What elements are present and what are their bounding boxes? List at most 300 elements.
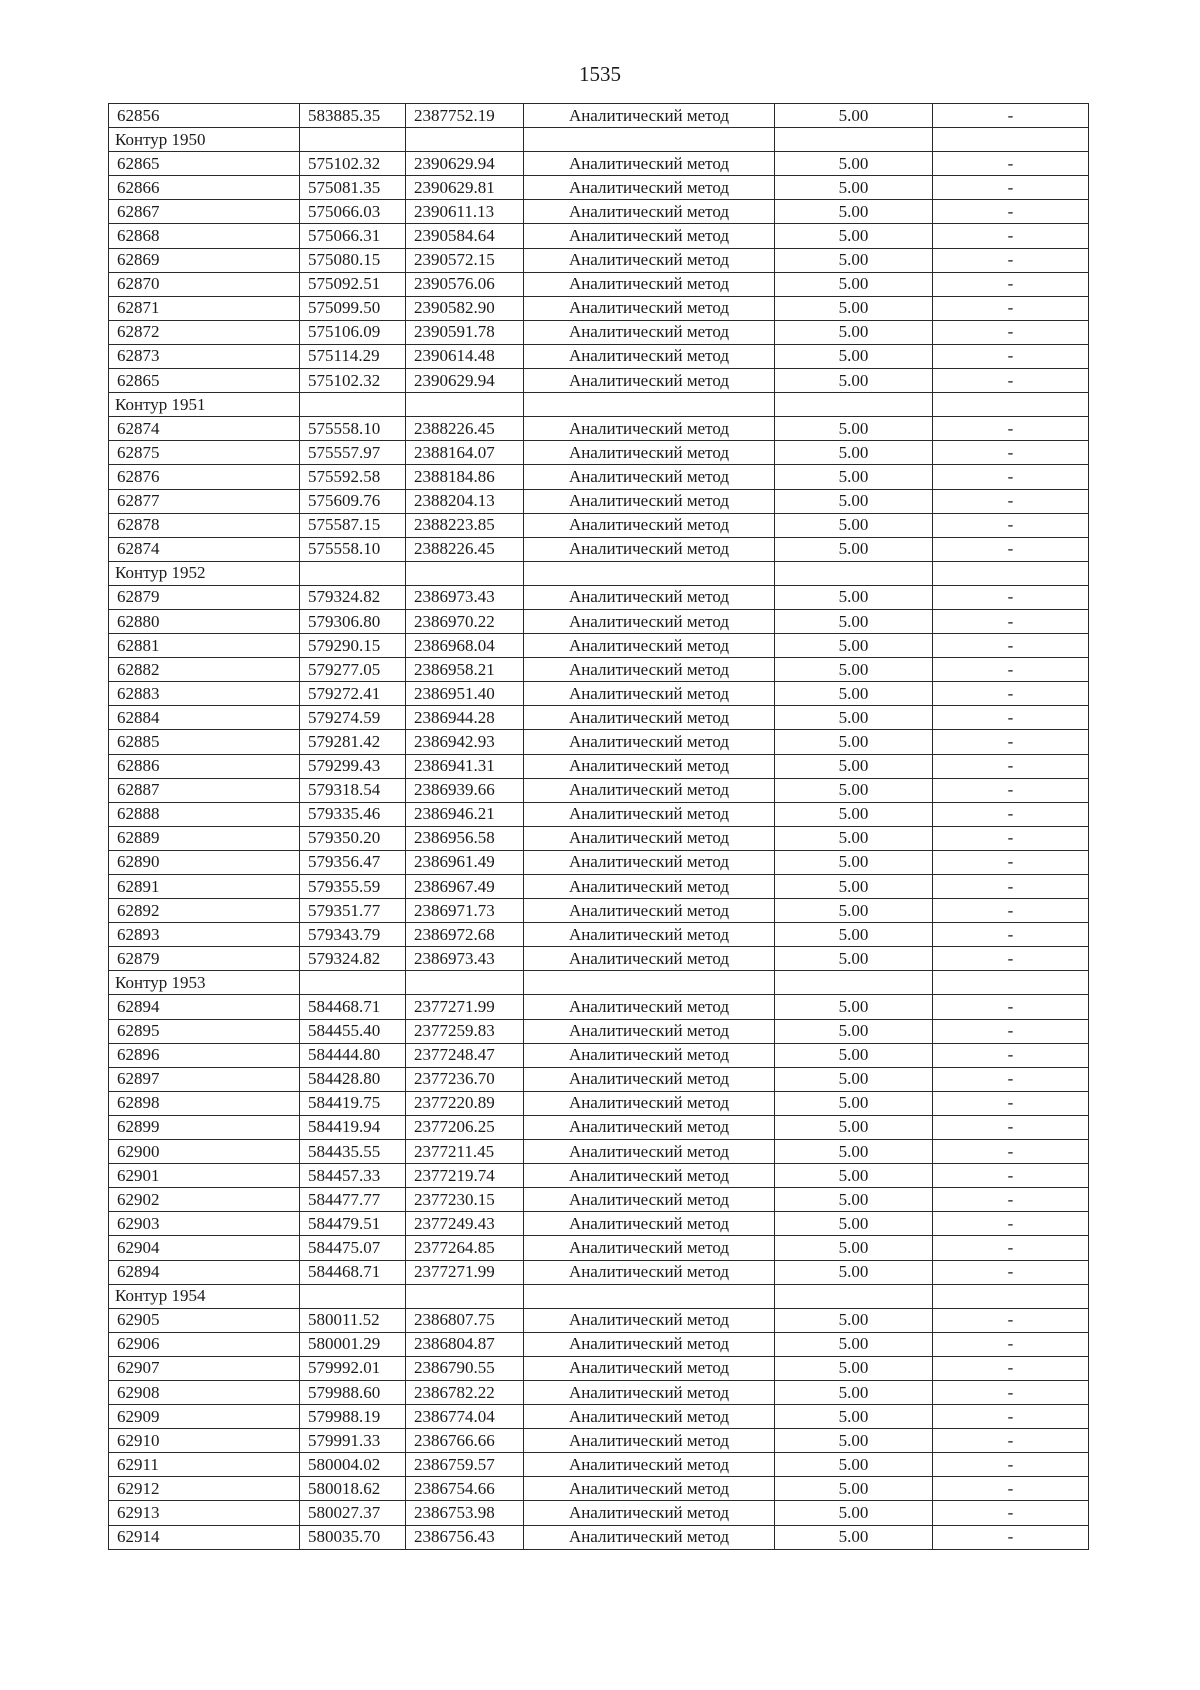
accuracy-cell: 5.00 bbox=[775, 923, 933, 947]
method-cell: Аналитический метод bbox=[524, 706, 775, 730]
table-row bbox=[109, 441, 1089, 465]
accuracy-cell: 5.00 bbox=[775, 1453, 933, 1477]
dash-cell: - bbox=[933, 344, 1089, 368]
method-cell: Аналитический метод bbox=[524, 850, 775, 874]
accuracy-cell: 5.00 bbox=[775, 489, 933, 513]
method-cell: Аналитический метод bbox=[524, 176, 775, 200]
empty-cell bbox=[775, 1284, 933, 1308]
y-coordinate-cell: 2386972.68 bbox=[406, 923, 524, 947]
y-coordinate-cell: 2386939.66 bbox=[406, 778, 524, 802]
x-coordinate-cell: 584479.51 bbox=[300, 1212, 406, 1236]
y-coordinate-cell: 2386958.21 bbox=[406, 658, 524, 682]
dash-cell: - bbox=[933, 778, 1089, 802]
x-coordinate-cell: 579274.59 bbox=[300, 706, 406, 730]
point-number-cell: 62887 bbox=[109, 778, 300, 802]
method-cell: Аналитический метод bbox=[524, 1067, 775, 1091]
dash-cell: - bbox=[933, 417, 1089, 441]
y-coordinate-cell: 2386951.40 bbox=[406, 682, 524, 706]
y-coordinate-cell: 2377220.89 bbox=[406, 1091, 524, 1115]
method-cell: Аналитический метод bbox=[524, 1115, 775, 1139]
dash-cell: - bbox=[933, 465, 1089, 489]
accuracy-cell: 5.00 bbox=[775, 176, 933, 200]
dash-cell: - bbox=[933, 441, 1089, 465]
table-row bbox=[109, 658, 1089, 682]
dash-cell: - bbox=[933, 995, 1089, 1019]
x-coordinate-cell: 579306.80 bbox=[300, 609, 406, 633]
accuracy-cell: 5.00 bbox=[775, 513, 933, 537]
method-cell: Аналитический метод bbox=[524, 730, 775, 754]
contour-label: Контур 1951 bbox=[109, 393, 300, 417]
method-cell: Аналитический метод bbox=[524, 826, 775, 850]
dash-cell: - bbox=[933, 730, 1089, 754]
table-row bbox=[109, 224, 1089, 248]
page-number: 1535 bbox=[579, 62, 621, 86]
method-cell: Аналитический метод bbox=[524, 1453, 775, 1477]
method-cell: Аналитический метод bbox=[524, 1525, 775, 1549]
accuracy-cell: 5.00 bbox=[775, 369, 933, 393]
accuracy-cell: 5.00 bbox=[775, 1308, 933, 1332]
x-coordinate-cell: 579350.20 bbox=[300, 826, 406, 850]
method-cell: Аналитический метод bbox=[524, 1188, 775, 1212]
dash-cell: - bbox=[933, 609, 1089, 633]
table-row bbox=[109, 296, 1089, 320]
y-coordinate-cell: 2386782.22 bbox=[406, 1380, 524, 1404]
table-row bbox=[109, 826, 1089, 850]
x-coordinate-cell: 584468.71 bbox=[300, 995, 406, 1019]
x-coordinate-cell: 579277.05 bbox=[300, 658, 406, 682]
y-coordinate-cell: 2386754.66 bbox=[406, 1477, 524, 1501]
accuracy-cell: 5.00 bbox=[775, 947, 933, 971]
empty-cell bbox=[524, 1284, 775, 1308]
accuracy-cell: 5.00 bbox=[775, 1019, 933, 1043]
x-coordinate-cell: 575081.35 bbox=[300, 176, 406, 200]
accuracy-cell: 5.00 bbox=[775, 706, 933, 730]
point-number-cell: 62900 bbox=[109, 1140, 300, 1164]
point-number-cell: 62875 bbox=[109, 441, 300, 465]
table-row bbox=[109, 875, 1089, 899]
coordinates-table-body bbox=[109, 104, 1089, 1550]
x-coordinate-cell: 584477.77 bbox=[300, 1188, 406, 1212]
point-number-cell: 62894 bbox=[109, 995, 300, 1019]
empty-cell bbox=[933, 1284, 1089, 1308]
dash-cell: - bbox=[933, 826, 1089, 850]
dash-cell: - bbox=[933, 682, 1089, 706]
dash-cell: - bbox=[933, 224, 1089, 248]
y-coordinate-cell: 2388223.85 bbox=[406, 513, 524, 537]
accuracy-cell: 5.00 bbox=[775, 1429, 933, 1453]
point-number-cell: 62904 bbox=[109, 1236, 300, 1260]
table-row bbox=[109, 1164, 1089, 1188]
accuracy-cell: 5.00 bbox=[775, 104, 933, 128]
method-cell: Аналитический метод bbox=[524, 802, 775, 826]
x-coordinate-cell: 579335.46 bbox=[300, 802, 406, 826]
x-coordinate-cell: 575609.76 bbox=[300, 489, 406, 513]
accuracy-cell: 5.00 bbox=[775, 1260, 933, 1284]
dash-cell: - bbox=[933, 802, 1089, 826]
point-number-cell: 62910 bbox=[109, 1429, 300, 1453]
accuracy-cell: 5.00 bbox=[775, 1091, 933, 1115]
empty-cell bbox=[300, 971, 406, 995]
method-cell: Аналитический метод bbox=[524, 875, 775, 899]
table-row bbox=[109, 585, 1089, 609]
point-number-cell: 62905 bbox=[109, 1308, 300, 1332]
dash-cell: - bbox=[933, 1453, 1089, 1477]
table-row bbox=[109, 272, 1089, 296]
dash-cell: - bbox=[933, 1477, 1089, 1501]
x-coordinate-cell: 579356.47 bbox=[300, 850, 406, 874]
x-coordinate-cell: 584455.40 bbox=[300, 1019, 406, 1043]
dash-cell: - bbox=[933, 1356, 1089, 1380]
method-cell: Аналитический метод bbox=[524, 1164, 775, 1188]
method-cell: Аналитический метод bbox=[524, 682, 775, 706]
table-row bbox=[109, 1332, 1089, 1356]
dash-cell: - bbox=[933, 1501, 1089, 1525]
accuracy-cell: 5.00 bbox=[775, 248, 933, 272]
point-number-cell: 62890 bbox=[109, 850, 300, 874]
point-number-cell: 62879 bbox=[109, 947, 300, 971]
table-row bbox=[109, 1260, 1089, 1284]
dash-cell: - bbox=[933, 152, 1089, 176]
y-coordinate-cell: 2377249.43 bbox=[406, 1212, 524, 1236]
x-coordinate-cell: 584468.71 bbox=[300, 1260, 406, 1284]
y-coordinate-cell: 2386968.04 bbox=[406, 634, 524, 658]
y-coordinate-cell: 2377211.45 bbox=[406, 1140, 524, 1164]
x-coordinate-cell: 580027.37 bbox=[300, 1501, 406, 1525]
table-row bbox=[109, 1525, 1089, 1549]
method-cell: Аналитический метод bbox=[524, 947, 775, 971]
accuracy-cell: 5.00 bbox=[775, 826, 933, 850]
table-row bbox=[109, 1429, 1089, 1453]
empty-cell bbox=[406, 561, 524, 585]
point-number-cell: 62876 bbox=[109, 465, 300, 489]
x-coordinate-cell: 584444.80 bbox=[300, 1043, 406, 1067]
y-coordinate-cell: 2386946.21 bbox=[406, 802, 524, 826]
empty-cell bbox=[300, 393, 406, 417]
point-number-cell: 62912 bbox=[109, 1477, 300, 1501]
empty-cell bbox=[300, 128, 406, 152]
point-number-cell: 62879 bbox=[109, 585, 300, 609]
y-coordinate-cell: 2388164.07 bbox=[406, 441, 524, 465]
point-number-cell: 62874 bbox=[109, 417, 300, 441]
contour-header-row bbox=[109, 393, 1089, 417]
contour-label: Контур 1953 bbox=[109, 971, 300, 995]
table-row bbox=[109, 609, 1089, 633]
point-number-cell: 62883 bbox=[109, 682, 300, 706]
y-coordinate-cell: 2390584.64 bbox=[406, 224, 524, 248]
method-cell: Аналитический метод bbox=[524, 1140, 775, 1164]
accuracy-cell: 5.00 bbox=[775, 899, 933, 923]
table-row bbox=[109, 1212, 1089, 1236]
y-coordinate-cell: 2386944.28 bbox=[406, 706, 524, 730]
table-row bbox=[109, 176, 1089, 200]
y-coordinate-cell: 2386956.58 bbox=[406, 826, 524, 850]
point-number-cell: 62899 bbox=[109, 1115, 300, 1139]
x-coordinate-cell: 579991.33 bbox=[300, 1429, 406, 1453]
accuracy-cell: 5.00 bbox=[775, 778, 933, 802]
y-coordinate-cell: 2386971.73 bbox=[406, 899, 524, 923]
empty-cell bbox=[933, 561, 1089, 585]
point-number-cell: 62868 bbox=[109, 224, 300, 248]
method-cell: Аналитический метод bbox=[524, 296, 775, 320]
empty-cell bbox=[775, 561, 933, 585]
point-number-cell: 62914 bbox=[109, 1525, 300, 1549]
y-coordinate-cell: 2377206.25 bbox=[406, 1115, 524, 1139]
method-cell: Аналитический метод bbox=[524, 1019, 775, 1043]
method-cell: Аналитический метод bbox=[524, 513, 775, 537]
accuracy-cell: 5.00 bbox=[775, 1188, 933, 1212]
point-number-cell: 62885 bbox=[109, 730, 300, 754]
table-row bbox=[109, 248, 1089, 272]
point-number-cell: 62865 bbox=[109, 152, 300, 176]
table-row bbox=[109, 200, 1089, 224]
dash-cell: - bbox=[933, 1525, 1089, 1549]
dash-cell: - bbox=[933, 1332, 1089, 1356]
point-number-cell: 62894 bbox=[109, 1260, 300, 1284]
y-coordinate-cell: 2387752.19 bbox=[406, 104, 524, 128]
y-coordinate-cell: 2386804.87 bbox=[406, 1332, 524, 1356]
method-cell: Аналитический метод bbox=[524, 923, 775, 947]
table-row bbox=[109, 1477, 1089, 1501]
point-number-cell: 62901 bbox=[109, 1164, 300, 1188]
dash-cell: - bbox=[933, 947, 1089, 971]
y-coordinate-cell: 2388204.13 bbox=[406, 489, 524, 513]
point-number-cell: 62874 bbox=[109, 537, 300, 561]
method-cell: Аналитический метод bbox=[524, 1212, 775, 1236]
empty-cell bbox=[524, 393, 775, 417]
method-cell: Аналитический метод bbox=[524, 224, 775, 248]
method-cell: Аналитический метод bbox=[524, 441, 775, 465]
x-coordinate-cell: 583885.35 bbox=[300, 104, 406, 128]
accuracy-cell: 5.00 bbox=[775, 1212, 933, 1236]
y-coordinate-cell: 2377264.85 bbox=[406, 1236, 524, 1260]
dash-cell: - bbox=[933, 320, 1089, 344]
point-number-cell: 62906 bbox=[109, 1332, 300, 1356]
dash-cell: - bbox=[933, 369, 1089, 393]
x-coordinate-cell: 575558.10 bbox=[300, 417, 406, 441]
method-cell: Аналитический метод bbox=[524, 1405, 775, 1429]
method-cell: Аналитический метод bbox=[524, 369, 775, 393]
dash-cell: - bbox=[933, 1236, 1089, 1260]
y-coordinate-cell: 2386790.55 bbox=[406, 1356, 524, 1380]
x-coordinate-cell: 579299.43 bbox=[300, 754, 406, 778]
method-cell: Аналитический метод bbox=[524, 465, 775, 489]
empty-cell bbox=[406, 128, 524, 152]
table-row bbox=[109, 1188, 1089, 1212]
contour-header-row bbox=[109, 971, 1089, 995]
accuracy-cell: 5.00 bbox=[775, 658, 933, 682]
method-cell: Аналитический метод bbox=[524, 995, 775, 1019]
x-coordinate-cell: 579988.19 bbox=[300, 1405, 406, 1429]
method-cell: Аналитический метод bbox=[524, 272, 775, 296]
point-number-cell: 62865 bbox=[109, 369, 300, 393]
method-cell: Аналитический метод bbox=[524, 1501, 775, 1525]
table-row bbox=[109, 465, 1089, 489]
x-coordinate-cell: 575092.51 bbox=[300, 272, 406, 296]
x-coordinate-cell: 579988.60 bbox=[300, 1380, 406, 1404]
empty-cell bbox=[933, 128, 1089, 152]
contour-header-row bbox=[109, 128, 1089, 152]
y-coordinate-cell: 2390572.15 bbox=[406, 248, 524, 272]
method-cell: Аналитический метод bbox=[524, 152, 775, 176]
table-row bbox=[109, 1308, 1089, 1332]
table-row bbox=[109, 1356, 1089, 1380]
x-coordinate-cell: 575557.97 bbox=[300, 441, 406, 465]
table-row bbox=[109, 1043, 1089, 1067]
method-cell: Аналитический метод bbox=[524, 344, 775, 368]
accuracy-cell: 5.00 bbox=[775, 1067, 933, 1091]
table-row bbox=[109, 489, 1089, 513]
x-coordinate-cell: 584457.33 bbox=[300, 1164, 406, 1188]
contour-label: Контур 1954 bbox=[109, 1284, 300, 1308]
y-coordinate-cell: 2390629.94 bbox=[406, 152, 524, 176]
method-cell: Аналитический метод bbox=[524, 1332, 775, 1356]
x-coordinate-cell: 579992.01 bbox=[300, 1356, 406, 1380]
x-coordinate-cell: 575592.58 bbox=[300, 465, 406, 489]
method-cell: Аналитический метод bbox=[524, 778, 775, 802]
x-coordinate-cell: 580004.02 bbox=[300, 1453, 406, 1477]
table-row bbox=[109, 899, 1089, 923]
accuracy-cell: 5.00 bbox=[775, 320, 933, 344]
dash-cell: - bbox=[933, 875, 1089, 899]
table-row bbox=[109, 1236, 1089, 1260]
point-number-cell: 62903 bbox=[109, 1212, 300, 1236]
table-row bbox=[109, 778, 1089, 802]
x-coordinate-cell: 580001.29 bbox=[300, 1332, 406, 1356]
accuracy-cell: 5.00 bbox=[775, 1525, 933, 1549]
table-row bbox=[109, 1405, 1089, 1429]
method-cell: Аналитический метод bbox=[524, 489, 775, 513]
point-number-cell: 62877 bbox=[109, 489, 300, 513]
accuracy-cell: 5.00 bbox=[775, 1501, 933, 1525]
accuracy-cell: 5.00 bbox=[775, 682, 933, 706]
method-cell: Аналитический метод bbox=[524, 248, 775, 272]
point-number-cell: 62898 bbox=[109, 1091, 300, 1115]
dash-cell: - bbox=[933, 1260, 1089, 1284]
accuracy-cell: 5.00 bbox=[775, 1164, 933, 1188]
table-row bbox=[109, 923, 1089, 947]
table-row bbox=[109, 104, 1089, 128]
dash-cell: - bbox=[933, 489, 1089, 513]
accuracy-cell: 5.00 bbox=[775, 609, 933, 633]
point-number-cell: 62892 bbox=[109, 899, 300, 923]
dash-cell: - bbox=[933, 1212, 1089, 1236]
contour-label: Контур 1950 bbox=[109, 128, 300, 152]
y-coordinate-cell: 2386807.75 bbox=[406, 1308, 524, 1332]
accuracy-cell: 5.00 bbox=[775, 1477, 933, 1501]
table-row bbox=[109, 850, 1089, 874]
table-row bbox=[109, 1019, 1089, 1043]
point-number-cell: 62880 bbox=[109, 609, 300, 633]
x-coordinate-cell: 579290.15 bbox=[300, 634, 406, 658]
table-row bbox=[109, 1091, 1089, 1115]
point-number-cell: 62856 bbox=[109, 104, 300, 128]
dash-cell: - bbox=[933, 706, 1089, 730]
accuracy-cell: 5.00 bbox=[775, 1356, 933, 1380]
y-coordinate-cell: 2377219.74 bbox=[406, 1164, 524, 1188]
y-coordinate-cell: 2386973.43 bbox=[406, 585, 524, 609]
accuracy-cell: 5.00 bbox=[775, 417, 933, 441]
table-row bbox=[109, 1453, 1089, 1477]
empty-cell bbox=[933, 971, 1089, 995]
x-coordinate-cell: 575066.31 bbox=[300, 224, 406, 248]
point-number-cell: 62889 bbox=[109, 826, 300, 850]
table-row bbox=[109, 152, 1089, 176]
method-cell: Аналитический метод bbox=[524, 1429, 775, 1453]
empty-cell bbox=[524, 128, 775, 152]
y-coordinate-cell: 2377259.83 bbox=[406, 1019, 524, 1043]
table-row bbox=[109, 537, 1089, 561]
point-number-cell: 62913 bbox=[109, 1501, 300, 1525]
table-row bbox=[109, 417, 1089, 441]
coordinates-table bbox=[108, 103, 1089, 1550]
empty-cell bbox=[406, 1284, 524, 1308]
dash-cell: - bbox=[933, 513, 1089, 537]
accuracy-cell: 5.00 bbox=[775, 730, 933, 754]
contour-label: Контур 1952 bbox=[109, 561, 300, 585]
method-cell: Аналитический метод bbox=[524, 754, 775, 778]
x-coordinate-cell: 575099.50 bbox=[300, 296, 406, 320]
y-coordinate-cell: 2386967.49 bbox=[406, 875, 524, 899]
method-cell: Аналитический метод bbox=[524, 200, 775, 224]
accuracy-cell: 5.00 bbox=[775, 224, 933, 248]
point-number-cell: 62897 bbox=[109, 1067, 300, 1091]
x-coordinate-cell: 575558.10 bbox=[300, 537, 406, 561]
x-coordinate-cell: 575066.03 bbox=[300, 200, 406, 224]
dash-cell: - bbox=[933, 634, 1089, 658]
y-coordinate-cell: 2390614.48 bbox=[406, 344, 524, 368]
x-coordinate-cell: 584428.80 bbox=[300, 1067, 406, 1091]
method-cell: Аналитический метод bbox=[524, 634, 775, 658]
x-coordinate-cell: 579355.59 bbox=[300, 875, 406, 899]
dash-cell: - bbox=[933, 585, 1089, 609]
accuracy-cell: 5.00 bbox=[775, 850, 933, 874]
point-number-cell: 62881 bbox=[109, 634, 300, 658]
y-coordinate-cell: 2377271.99 bbox=[406, 1260, 524, 1284]
accuracy-cell: 5.00 bbox=[775, 1380, 933, 1404]
accuracy-cell: 5.00 bbox=[775, 344, 933, 368]
accuracy-cell: 5.00 bbox=[775, 272, 933, 296]
table-row bbox=[109, 682, 1089, 706]
y-coordinate-cell: 2377230.15 bbox=[406, 1188, 524, 1212]
y-coordinate-cell: 2386766.66 bbox=[406, 1429, 524, 1453]
y-coordinate-cell: 2390576.06 bbox=[406, 272, 524, 296]
point-number-cell: 62866 bbox=[109, 176, 300, 200]
empty-cell bbox=[406, 971, 524, 995]
method-cell: Аналитический метод bbox=[524, 1043, 775, 1067]
x-coordinate-cell: 584419.75 bbox=[300, 1091, 406, 1115]
method-cell: Аналитический метод bbox=[524, 1380, 775, 1404]
x-coordinate-cell: 575102.32 bbox=[300, 152, 406, 176]
y-coordinate-cell: 2386774.04 bbox=[406, 1405, 524, 1429]
method-cell: Аналитический метод bbox=[524, 1236, 775, 1260]
empty-cell bbox=[775, 128, 933, 152]
dash-cell: - bbox=[933, 200, 1089, 224]
y-coordinate-cell: 2390582.90 bbox=[406, 296, 524, 320]
method-cell: Аналитический метод bbox=[524, 585, 775, 609]
x-coordinate-cell: 584435.55 bbox=[300, 1140, 406, 1164]
empty-cell bbox=[775, 971, 933, 995]
accuracy-cell: 5.00 bbox=[775, 1236, 933, 1260]
accuracy-cell: 5.00 bbox=[775, 1332, 933, 1356]
y-coordinate-cell: 2386759.57 bbox=[406, 1453, 524, 1477]
table-row bbox=[109, 706, 1089, 730]
point-number-cell: 62870 bbox=[109, 272, 300, 296]
dash-cell: - bbox=[933, 850, 1089, 874]
y-coordinate-cell: 2386753.98 bbox=[406, 1501, 524, 1525]
y-coordinate-cell: 2377271.99 bbox=[406, 995, 524, 1019]
dash-cell: - bbox=[933, 1429, 1089, 1453]
dash-cell: - bbox=[933, 1405, 1089, 1429]
